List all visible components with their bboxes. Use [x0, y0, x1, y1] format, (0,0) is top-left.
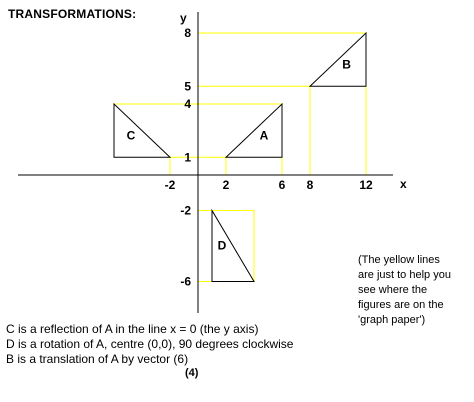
note-line: are just to help you [358, 269, 451, 281]
triangle-label-a: A [259, 128, 269, 143]
y-tick-label: -2 [180, 203, 191, 218]
note-line: figures are on the [358, 299, 444, 311]
vector-bottom-component: (4) [185, 367, 199, 379]
note-line: 'graph paper') [358, 314, 426, 326]
statement-line: B is a translation of A by vector (6) [6, 352, 189, 366]
triangle-label-d: D [217, 238, 227, 253]
y-tick-label: 8 [184, 26, 191, 40]
x-tick-label: 12 [359, 178, 373, 192]
triangle-b [310, 33, 366, 86]
triangle-c [114, 104, 170, 157]
y-tick-label: 4 [184, 97, 191, 111]
page-title: TRANSFORMATIONS: [8, 7, 137, 21]
statement-line: C is a reflection of A in the line x = 0 (the y axis) [6, 322, 259, 336]
y-axis-name: y [180, 11, 187, 25]
x-tick-label: 6 [278, 178, 286, 192]
x-axis-name: x [400, 177, 407, 191]
y-tick-label: 1 [184, 150, 191, 165]
x-tick-label: -2 [164, 178, 176, 192]
triangle-label-b: B [342, 57, 351, 72]
statement-line: D is a rotation of A, centre (0,0), 90 degrees clockwise [6, 337, 294, 351]
triangles [114, 33, 366, 282]
note-text [358, 253, 470, 328]
note-line: see where the [358, 284, 428, 296]
triangle-label-c: C [126, 128, 136, 143]
x-tick-label: 2 [222, 178, 230, 192]
y-tick-label: 5 [184, 79, 191, 94]
x-tick-label: 8 [306, 178, 314, 192]
y-tick-label: -6 [180, 274, 191, 289]
note-line: (The yellow lines [358, 254, 440, 266]
transformation-statements [6, 322, 293, 367]
triangle-a [226, 104, 282, 157]
